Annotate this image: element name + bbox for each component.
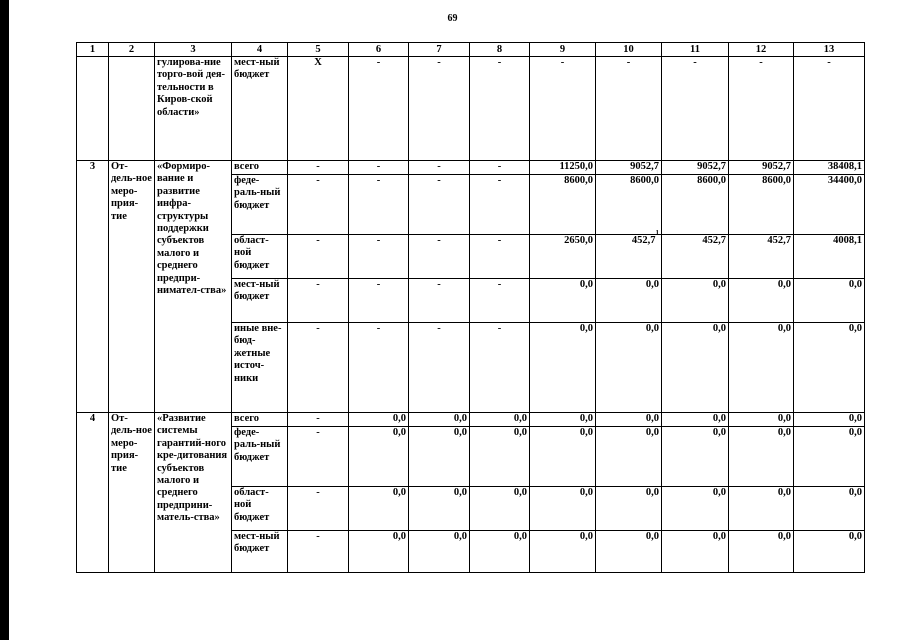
- value-cell: 0,0: [729, 413, 794, 427]
- value-cell: -: [349, 161, 409, 175]
- value-cell: 0,0: [409, 487, 470, 531]
- value-cell: 0,0: [794, 427, 865, 487]
- header-cell: 9: [530, 43, 596, 57]
- value-cell: 0,0: [596, 531, 662, 573]
- value-cell: -: [409, 161, 470, 175]
- value-cell: -: [288, 279, 349, 323]
- value-cell: 0,0: [596, 427, 662, 487]
- value-cell: 0,0: [662, 279, 729, 323]
- funding-source: иные вне-бюд-жетные источ-ники: [232, 323, 288, 413]
- value-cell: 0,0: [794, 413, 865, 427]
- value-cell: -: [470, 235, 530, 279]
- value-cell: 0,0: [349, 531, 409, 573]
- value-cell: -: [470, 175, 530, 235]
- cell-empty: [77, 57, 109, 161]
- header-cell: 1: [77, 43, 109, 57]
- value-cell: -: [409, 279, 470, 323]
- funding-source: мест-ный бюджет: [232, 279, 288, 323]
- row-number: 3: [77, 161, 109, 413]
- budget-table: [76, 42, 865, 573]
- value-cell: -: [662, 57, 729, 161]
- measure-type: От-дель-ное меро-прия-тие: [109, 161, 155, 413]
- header-cell: 13: [794, 43, 865, 57]
- value-cell: -: [596, 57, 662, 161]
- value-cell: 0,0: [794, 279, 865, 323]
- value-cell: -: [470, 279, 530, 323]
- value-cell: 0,0: [349, 427, 409, 487]
- value-cell: 8600,0: [729, 175, 794, 235]
- value-cell: -: [288, 323, 349, 413]
- value-cell: 0,0: [662, 427, 729, 487]
- value-cell: -: [349, 175, 409, 235]
- header-cell: 7: [409, 43, 470, 57]
- value-cell: 0,0: [794, 531, 865, 573]
- value-cell: -: [288, 235, 349, 279]
- value-cell: -: [288, 175, 349, 235]
- value-cell: -: [409, 323, 470, 413]
- funding-source: феде-раль-ный бюджет: [232, 175, 288, 235]
- cell-empty: [109, 57, 155, 161]
- value-cell: -: [794, 57, 865, 161]
- value-cell: 0,0: [596, 487, 662, 531]
- value-cell: 0,0: [729, 427, 794, 487]
- value-cell: -: [530, 57, 596, 161]
- header-cell: 5: [288, 43, 349, 57]
- funding-source: мест-ный бюджет: [232, 57, 288, 161]
- value-cell: 0,0: [729, 531, 794, 573]
- header-cell: 6: [349, 43, 409, 57]
- value-cell: 0,0: [409, 413, 470, 427]
- value-text: 452,7: [631, 235, 656, 246]
- table-row: [77, 161, 865, 175]
- value-cell: 0,0: [729, 279, 794, 323]
- value-cell: 9052,7: [729, 161, 794, 175]
- value-cell: -: [349, 279, 409, 323]
- table-row: [77, 57, 865, 161]
- value-cell: 0,0: [794, 323, 865, 413]
- funding-source: област-ной бюджет: [232, 487, 288, 531]
- footnote-mark: 1: [655, 229, 659, 237]
- value-cell: 0,0: [470, 531, 530, 573]
- value-cell: 4008,1: [794, 235, 865, 279]
- scan-edge-bar: [0, 0, 9, 640]
- value-cell: 0,0: [470, 427, 530, 487]
- value-cell: 9052,7: [662, 161, 729, 175]
- funding-source: всего: [232, 161, 288, 175]
- value-cell: 0,0: [662, 487, 729, 531]
- value-cell: -: [409, 235, 470, 279]
- value-cell: X: [288, 57, 349, 161]
- value-cell: -: [288, 531, 349, 573]
- header-cell: 2: [109, 43, 155, 57]
- value-cell: -: [409, 57, 470, 161]
- page-number: 69: [447, 13, 458, 24]
- value-cell: -: [349, 57, 409, 161]
- header-cell: 12: [729, 43, 794, 57]
- header-row: [77, 43, 865, 57]
- value-cell: -: [349, 235, 409, 279]
- header-cell: 4: [232, 43, 288, 57]
- value-cell: -: [349, 323, 409, 413]
- value-cell: 0,0: [596, 413, 662, 427]
- value-cell: 0,0: [530, 531, 596, 573]
- value-cell: 0,0: [729, 323, 794, 413]
- value-cell: 452,7: [662, 235, 729, 279]
- value-cell: 0,0: [530, 487, 596, 531]
- header-cell: 3: [155, 43, 232, 57]
- value-cell: 0,0: [596, 323, 662, 413]
- value-cell: 0,0: [662, 323, 729, 413]
- value-cell: -: [288, 161, 349, 175]
- value-cell: 0,0: [409, 427, 470, 487]
- table-row: [77, 413, 865, 427]
- measure-name: «Формиро-вание и развитие инфра-структуры поддержки субъектов малого и среднего предпри-нимател-ства»: [155, 161, 232, 413]
- value-cell: 452,7: [729, 235, 794, 279]
- value-cell: 0,0: [530, 427, 596, 487]
- value-cell: 0,0: [349, 413, 409, 427]
- value-cell: -: [729, 57, 794, 161]
- funding-source: всего: [232, 413, 288, 427]
- value-cell: -: [288, 413, 349, 427]
- value-cell: 9052,7: [596, 161, 662, 175]
- value-cell: -: [470, 323, 530, 413]
- value-cell: 0,0: [530, 413, 596, 427]
- value-cell: 0,0: [596, 279, 662, 323]
- value-cell: [596, 229, 662, 279]
- header-cell: 10: [596, 43, 662, 57]
- value-cell: 34400,0: [794, 175, 865, 235]
- value-cell: 11250,0: [530, 161, 596, 175]
- value-cell: 0,0: [470, 487, 530, 531]
- value-cell: -: [409, 175, 470, 235]
- value-cell: 2650,0: [530, 235, 596, 279]
- funding-source: феде-раль-ный бюджет: [232, 427, 288, 487]
- value-cell: -: [470, 161, 530, 175]
- value-cell: 8600,0: [596, 175, 662, 235]
- value-cell: 0,0: [409, 531, 470, 573]
- value-cell: -: [470, 57, 530, 161]
- value-cell: 0,0: [530, 323, 596, 413]
- measure-type: От-дель-ное меро-прия-тие: [109, 413, 155, 573]
- row-number: 4: [77, 413, 109, 573]
- funding-source: мест-ный бюджет: [232, 531, 288, 573]
- value-cell: 0,0: [729, 487, 794, 531]
- header-cell: 11: [662, 43, 729, 57]
- measure-name: гулирова-ние торго-вой дея-тельности в Киров-ской области»: [155, 57, 232, 161]
- value-cell: 0,0: [794, 487, 865, 531]
- value-cell: 0,0: [662, 531, 729, 573]
- value-cell: -: [288, 487, 349, 531]
- value-cell: 38408,1: [794, 161, 865, 175]
- value-cell: 0,0: [349, 487, 409, 531]
- value-cell: -: [288, 427, 349, 487]
- value-cell: 0,0: [662, 413, 729, 427]
- value-cell: 0,0: [470, 413, 530, 427]
- header-cell: 8: [470, 43, 530, 57]
- value-cell: 8600,0: [662, 175, 729, 235]
- funding-source: област-ной бюджет: [232, 235, 288, 279]
- value-cell: 8600,0: [530, 175, 596, 235]
- value-cell: 0,0: [530, 279, 596, 323]
- measure-name: «Развитие системы гарантий-ного кре-дитования субъектов малого и среднего предприни-матель-ства»: [155, 413, 232, 573]
